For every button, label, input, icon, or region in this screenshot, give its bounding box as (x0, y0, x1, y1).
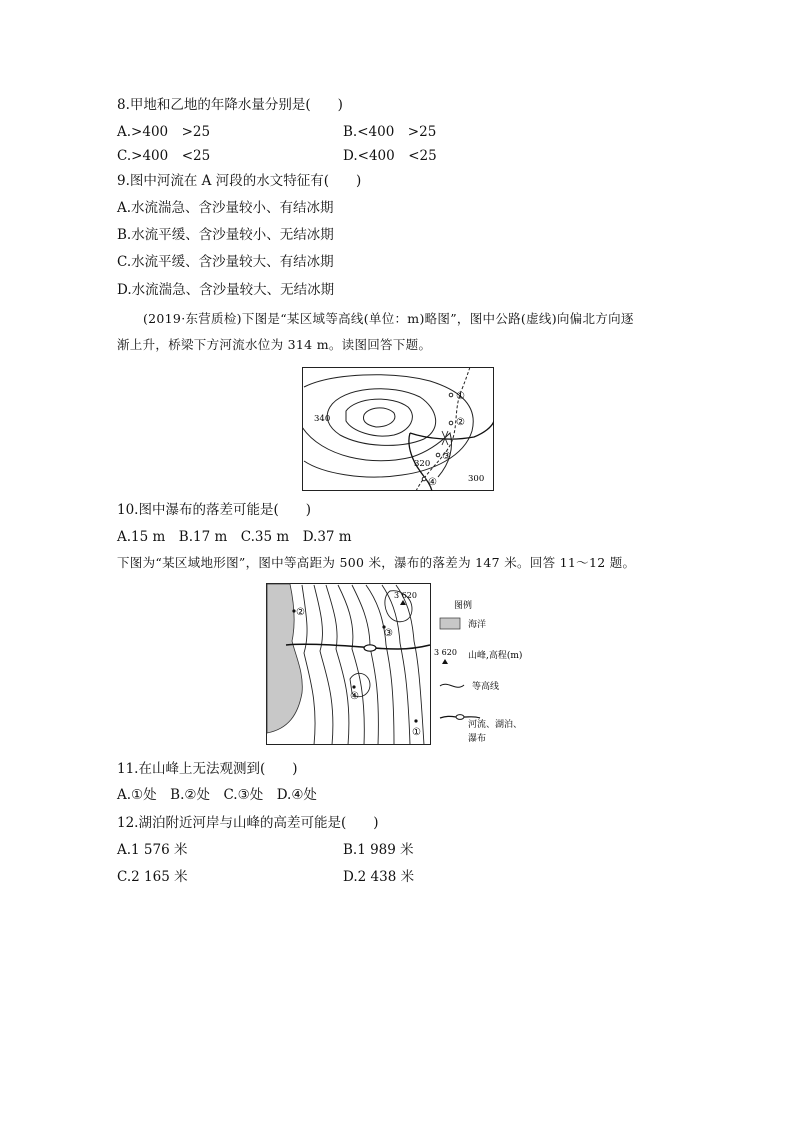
legend-ocean-swatch (440, 618, 460, 629)
legend-title: 图例 (454, 601, 473, 611)
point-1 (414, 719, 417, 722)
terrain-map-2 (266, 583, 546, 747)
contour-map-1 (302, 367, 494, 491)
q9-option-a: A.水流湍急、含沙量较小、有结冰期 (117, 200, 334, 216)
intro2-text: 下图为“某区域地形图”，图中等高距为 500 米，瀑布的落差为 147 米。回答 11～12 题。 (117, 555, 636, 570)
legend-river: 河流、湖泊、 (468, 720, 523, 730)
label-300: 300 (468, 474, 485, 484)
lake (364, 645, 376, 651)
q11-options: A.①处 B.②处 C.③处 D.④处 (117, 787, 317, 803)
label-point-2: ② (296, 607, 305, 618)
point-2 (449, 421, 453, 425)
q8-option-c: C.>400 <25 (117, 148, 211, 164)
legend-contour: 等高线 (472, 682, 500, 692)
q12-option-b: B.1 989 米 (343, 842, 414, 858)
point-3 (436, 453, 440, 457)
legend-lake (456, 715, 464, 720)
intro1-line2: 渐上升，桥梁下方河流水位为 314 m。读图回答下题。 (117, 337, 432, 352)
legend-contour-line (440, 684, 464, 687)
q12-option-c: C.2 165 米 (117, 869, 188, 885)
legend-peak-value: 3 620 (434, 648, 457, 657)
q8-option-d: D.<400 <25 (343, 148, 437, 164)
label-point-4: ④ (350, 691, 359, 702)
point-4 (422, 477, 426, 481)
point-4 (352, 685, 355, 688)
label-340: 340 (314, 414, 331, 424)
q8-option-a: A.>400 >25 (117, 124, 211, 140)
legend-peak-icon (442, 659, 448, 664)
q12-option-d: D.2 438 米 (343, 869, 415, 885)
map2-legend (434, 599, 522, 744)
q9-option-c: C.水流平缓、含沙量较大、有结冰期 (117, 254, 334, 270)
q8-stem: 8.甲地和乙地的年降水量分别是( ) (117, 97, 343, 113)
q9-option-d: D.水流湍急、含沙量较大、无结冰期 (117, 282, 335, 298)
intro1-line1: (2019·东营质检)下图是“某区域等高线(单位：m)略图”，图中公路(虚线)向偏北方向逐 (143, 311, 634, 326)
label-point-1: ① (456, 391, 465, 402)
legend-ocean: 海洋 (468, 620, 487, 630)
q12-option-a: A.1 576 米 (117, 842, 188, 858)
q9-stem: 9.图中河流在 A 河段的水文特征有( ) (117, 173, 362, 189)
q12-stem: 12.湖泊附近河岸与山峰的高差可能是( ) (117, 815, 379, 831)
intro1-paragraph (117, 306, 677, 358)
q10-options: A.15 m B.17 m C.35 m D.37 m (117, 529, 352, 545)
q8-option-b: B.<400 >25 (343, 124, 437, 140)
label-point-4: ④ (428, 477, 437, 488)
legend-waterfall: 瀑布 (468, 734, 487, 744)
label-point-3: ③ (442, 451, 451, 462)
q11-stem: 11.在山峰上无法观测到( ) (117, 761, 298, 777)
label-point-2: ② (456, 417, 465, 428)
label-point-3: ③ (384, 628, 393, 639)
q9-option-b: B.水流平缓、含沙量较小、无结冰期 (117, 227, 334, 243)
label-point-1: ① (412, 727, 421, 738)
label-peak: 3 620 (394, 591, 417, 600)
label-320: 320 (414, 459, 431, 469)
point-1 (449, 393, 453, 397)
q10-stem: 10.图中瀑布的落差可能是( ) (117, 502, 312, 518)
legend-peak: 山峰,高程(m) (468, 651, 523, 661)
